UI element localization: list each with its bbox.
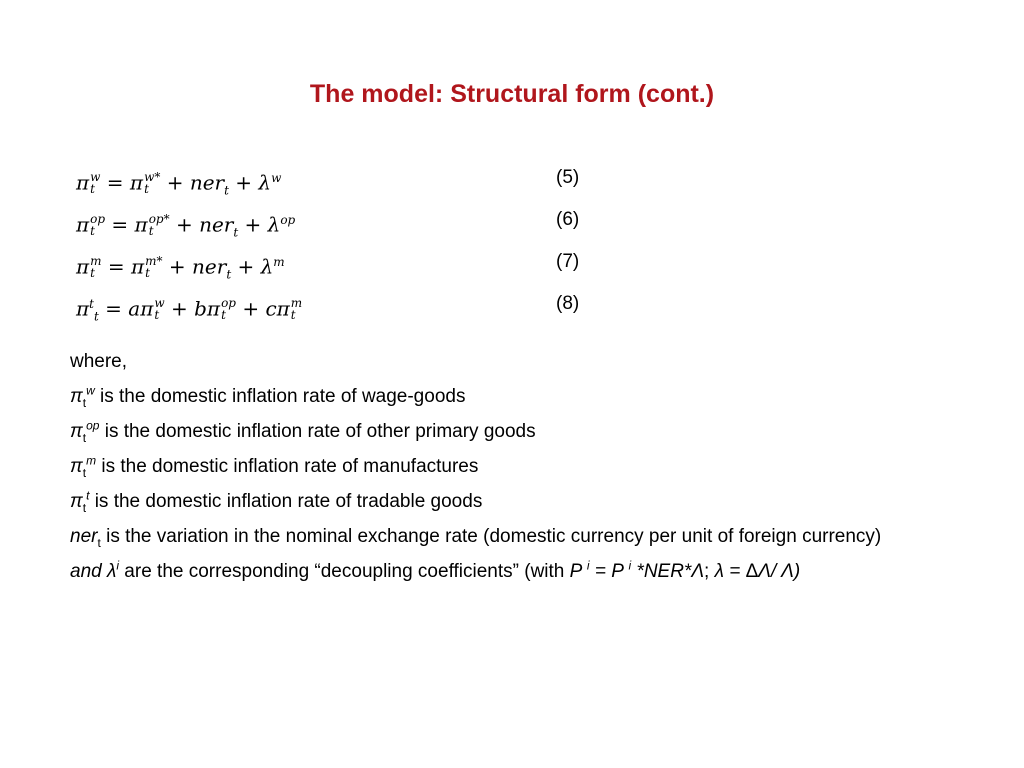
equation-5: π w t = π w* t + $ner_t + \lambda^w$ — [76, 170, 282, 198]
equation-number-8: (8) — [556, 293, 580, 314]
definition-other-primary-goods: $\pi_t^{op}$ is the domestic inflation rate of other primary goods — [70, 418, 536, 445]
equation-number-5: (5) — [556, 167, 580, 188]
slide-title: The model: Structural form (cont.) — [309, 80, 715, 108]
definition-text: are the corresponding “decoupling coefficients” (with — [119, 561, 570, 582]
definition-text: is the domestic inflation rate of manufactures — [96, 456, 479, 477]
definition-text: is the domestic inflation rate of wage-goods — [94, 386, 466, 407]
definitions-block — [70, 350, 970, 595]
equation-6: π op t = π op* t + $ner_t + \lambda^{op}$ — [76, 212, 296, 240]
equation-number-7: (7) — [556, 251, 580, 272]
definition-text: is the domestic inflation rate of other primary goods — [99, 421, 536, 442]
definition-text: is the domestic inflation rate of tradable goods — [89, 491, 483, 512]
equation-8: $\pi^t_t = a\pi$ w t + bπ op t + cπ m t — [76, 296, 303, 324]
definition-tradable-goods: $\pi_t^t$ is the domestic inflation rate of tradable goods — [70, 488, 483, 515]
where-label: where, — [70, 351, 128, 372]
equation-7: π m t = π m* t + $ner_t + \lambda^m$ — [76, 254, 285, 282]
definition-manufactures: $\pi_t^m$ is the domestic inflation rate of manufactures — [70, 453, 479, 480]
definition-wage-goods: $\pi_t^w$ is the domestic inflation rate of wage-goods — [70, 383, 466, 410]
definition-text: is the variation in the nominal exchange rate (domestic currency per unit of foreign currency) — [100, 526, 882, 547]
equation-number-6: (6) — [556, 209, 580, 230]
definition-decoupling-coefficients: and $\lambda^i$ are the corresponding “decoupling coefficients” (with P $^i$ = P $^i$ *NER*Λ; λ = ΔΛ/ Λ) — [70, 558, 801, 582]
definition-nominal-exchange-rate: ner$_t$ is the variation in the nominal exchange rate (domestic currency per unit of foreign currency) — [70, 526, 882, 550]
